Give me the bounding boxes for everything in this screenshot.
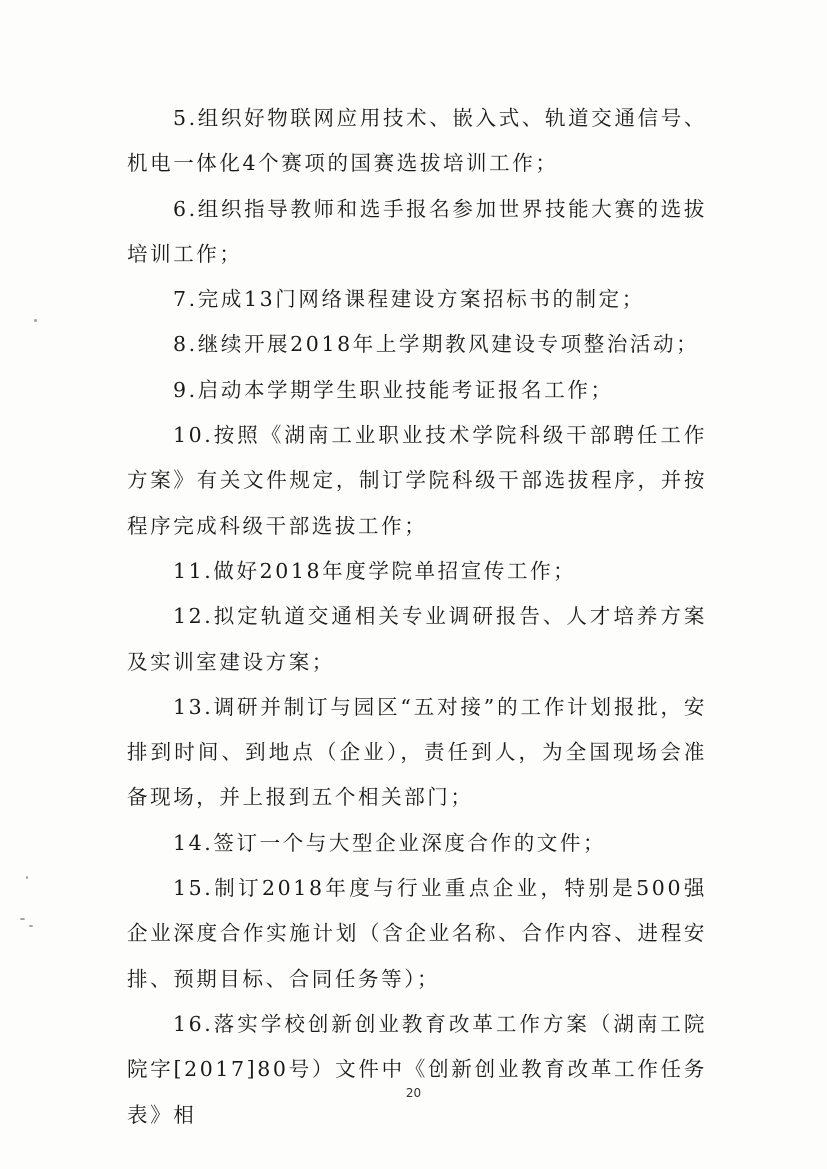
scan-speck xyxy=(26,876,28,879)
paragraph-item-14: 14.签订一个与大型企业深度合作的文件； xyxy=(173,830,607,855)
document-body xyxy=(127,96,707,1138)
scan-speck xyxy=(20,918,25,920)
page-number: 20 xyxy=(405,1086,422,1100)
paragraph-item-15: 15.制订2018年度与行业重点企业，特别是500强企业深度合作实施计划（含企业名称、合作内容、进程安排、预期目标、合同任务等）； xyxy=(127,876,707,991)
paragraph-item-11: 11.做好2018年度学院单招宣传工作； xyxy=(173,558,577,583)
paragraph-item-5: 5.组织好物联网应用技术、嵌入式、轨道交通信号、机电一体化4个赛项的国赛选拔培训工作； xyxy=(127,106,707,176)
paragraph-item-12: 12.拟定轨道交通相关专业调研报告、人才培养方案及实训室建设方案； xyxy=(127,604,707,674)
paragraph-item-6: 6.组织指导教师和选手报名参加世界技能大赛的选拔培训工作； xyxy=(127,196,707,266)
paragraph-item-13: 13.调研并制订与园区“五对接”的工作计划报批，安排到时间、到地点（企业），责任到人，为全国现场会准备现场，并上报到五个相关部门； xyxy=(127,694,707,810)
paragraph-item-9: 9.启动本学期学生职业技能考证报名工作； xyxy=(173,377,614,402)
scan-speck xyxy=(29,925,33,927)
paragraph-item-7: 7.完成13门网络课程建设方案招标书的制定； xyxy=(173,287,645,312)
paragraph-item-10: 10.按照《湖南工业职业技术学院科级干部聘任工作方案》有关文件规定，制订学院科级干部选拔程序，并按程序完成科级干部选拔工作； xyxy=(127,423,707,538)
paragraph-item-8: 8.继续开展2018年上学期教风建设专项整治活动； xyxy=(173,332,700,357)
paragraph-item-16: 16.落实学校创新创业教育改革工作方案（湖南工院院字[2017]80号）文件中《创新创业教育改革工作任务表》相 xyxy=(127,1011,707,1127)
scan-speck xyxy=(34,319,37,322)
